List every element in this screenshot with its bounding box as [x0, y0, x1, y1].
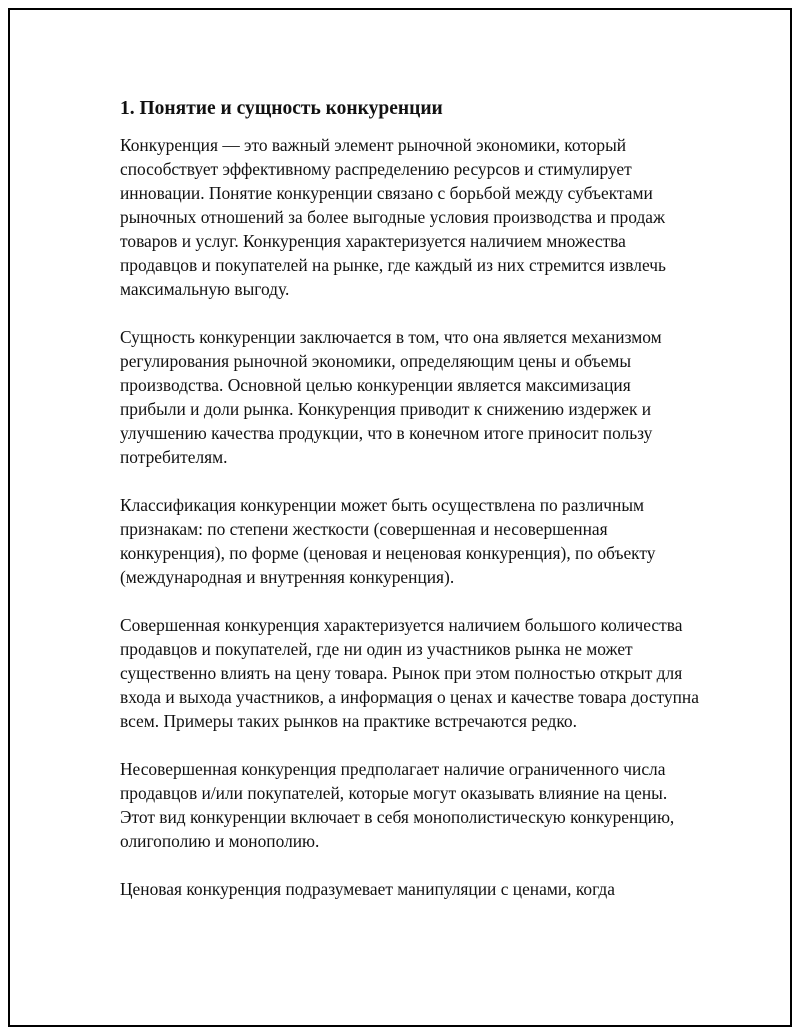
section-heading: 1. Понятие и сущность конкуренции — [120, 98, 443, 119]
paragraph-price-competition: Ценовая конкуренция подразумевает манипуляции с ценами, когда — [120, 879, 615, 899]
paragraph-perfect-competition: Совершенная конкуренция характеризуется наличием большого количества продавцов и покупателей, где ни один из участников рынка не может существенно влиять на цену товара. Рынок при этом полностью открыт для входа и выхода участников, а информация о ценах и качестве товара доступна всем. Примеры таких рынков на практике встречаются редко. — [120, 615, 699, 731]
document-content — [120, 97, 700, 925]
paragraph-imperfect-competition: Несовершенная конкуренция предполагает наличие ограниченного числа продавцов и/или покупателей, которые могут оказывать влияние на цены. Этот вид конкуренции включает в себя монополистическую конкуренцию, олигополию и монополию. — [120, 759, 675, 851]
document-page — [8, 8, 792, 1027]
paragraph-classification: Классификация конкуренции может быть осуществлена по различным признакам: по степени жесткости (совершенная и несовершенная конкуренция), по форме (ценовая и неценовая конкуренция), по объекту (международная и внутренняя конкуренция). — [120, 495, 656, 587]
paragraph-definition: Конкуренция — это важный элемент рыночной экономики, который способствует эффективному распределению ресурсов и стимулирует инновации. Понятие конкуренции связано с борьбой между субъектами рыночных отношений за более выгодные условия производства и продаж товаров и услуг. Конкуренция характеризуется наличием множества продавцов и покупателей на рынке, где каждый из них стремится извлечь максимальную выгоду. — [120, 135, 666, 299]
paragraph-essence: Сущность конкуренции заключается в том, что она является механизмом регулирования рыночной экономики, определяющим цены и объемы производства. Основной целью конкуренции является максимизация прибыли и доли рынка. Конкуренция приводит к снижению издержек и улучшению качества продукции, что в конечном итоге приносит пользу потребителям. — [120, 327, 662, 467]
